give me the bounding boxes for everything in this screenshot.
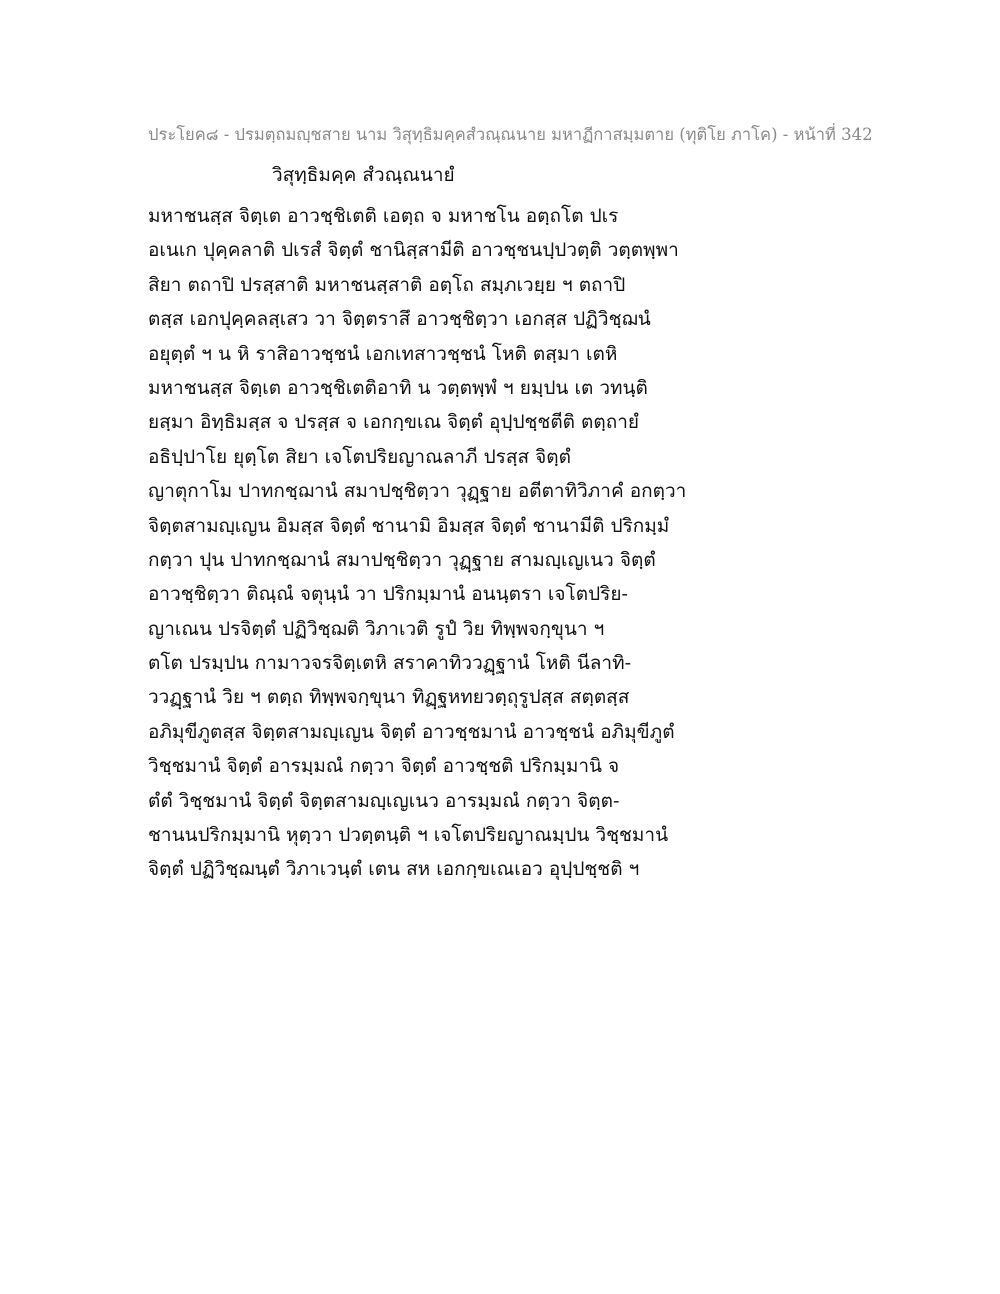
running-header: ประโยค๘ - ปรมตฺถมญฺชสาย นาม วิสุทฺธิมคฺคสํวณฺณนาย มหาฏีกาสมฺมตาย (ทุติโย ภาโค) - หน้าที่ 342	[148, 125, 873, 144]
body-line: ตสฺส เอกปุคฺคลสฺเสว วา จิตฺตราสึ อาวชฺชิตฺวา เอกสฺส ปฏิวิชฺฌนํ	[148, 308, 651, 331]
section-title: วิสุทฺธิมคฺค สํวณฺณนายํ	[272, 164, 455, 186]
body-line: จิตฺตํ ปฏิวิชฺฌนฺตํ วิภาเวนฺตํ เตน สห เอกกฺขเณเอว อุปฺปชฺชติ ฯ	[148, 858, 640, 881]
body-line: สิยา ตถาปิ ปรสฺสาติ มหาชนสฺสาติ อตฺโถ สมฺภเวยฺย ฯ ตถาปิ	[148, 273, 626, 296]
body-line: อธิปฺปาโย ยุตฺโต สิยา เจโตปริยญาณลาภี ปรสฺส จิตฺตํ	[148, 445, 571, 468]
body-line: อยุตฺตํ ฯ น หิ ราสิอาวชฺชนํ เอกเทสาวชฺชนํ โหติ ตสฺมา เตหิ	[148, 342, 618, 365]
body-line: อาวชฺชิตฺวา ติณฺณํ จตุนฺนํ วา ปริกมฺมานํ อนนฺตรา เจโตปริย-	[148, 583, 628, 606]
body-line: มหาชนสฺส จิตฺเต อาวชฺชิเตติ เอตฺถ จ มหาชโน อตฺถโต ปเร	[148, 205, 619, 227]
body-line: มหาชนสฺส จิตฺเต อาวชฺชิเตติอาทิ น วตฺตพฺพํ ฯ ยมฺปน เต วทนฺติ	[148, 376, 648, 399]
body-line: ตํตํ วิชฺชมานํ จิตฺตํ จิตฺตสามญฺเญเนว อารมฺมณํ กตฺวา จิตฺต-	[148, 789, 620, 812]
body-line: วิชฺชมานํ จิตฺตํ อารมฺมณํ กตฺวา จิตฺตํ อาวชฺชติ ปริกมฺมานิ จ	[148, 755, 620, 778]
body-line: อเนเก ปุคฺคลาติ ปเรสํ จิตฺตํ ชานิสฺสามีติ อาวชฺชนปฺปวตฺติ วตฺตพฺพา	[148, 239, 679, 262]
body-line: ววฏฺฐานํ วิย ฯ ตตฺถ ทิพฺพจกฺขุนา ทิฏฺฐหทยวตฺถุรูปสฺส สตฺตสฺส	[148, 686, 630, 709]
body-line: ญาตุกาโม ปาทกชฺฌานํ สมาปชฺชิตฺวา วุฏฺฐาย อตีตาทิวิภาคํ อกตฺวา	[148, 480, 687, 503]
body-line: ตโต ปรมฺปน กามาวจรจิตฺเตหิ สราคาทิววฏฺฐานํ โหติ นีลาทิ-	[148, 652, 632, 675]
body-line: ญาเณน ปรจิตฺตํ ปฏิวิชฺฌติ วิภาเวติ รูปํ วิย ทิพฺพจกฺขุนา ฯ	[148, 617, 605, 640]
body-line: จิตฺตสามญฺเญน อิมสฺส จิตฺตํ ชานามิ อิมสฺส จิตฺตํ ชานามีติ ปริกมฺมํ	[148, 514, 670, 537]
body-line: ชานนปริกมฺมานิ หุตฺวา ปวตฺตนฺติ ฯ เจโตปริยญาณมฺปน วิชฺชมานํ	[148, 824, 669, 847]
body-line: อภิมุขีภูตสฺส จิตฺตสามญฺเญน จิตฺตํ อาวชฺชมานํ อาวชฺชนํ อภิมุขีภูตํ	[148, 720, 675, 743]
body-line: ยสฺมา อิทฺธิมสฺส จ ปรสฺส จ เอกกฺขเณ จิตฺตํ อุปฺปชฺชตีติ ตตฺถายํ	[148, 411, 640, 434]
body-line: กตฺวา ปุน ปาทกชฺฌานํ สมาปชฺชิตฺวา วุฏฺฐาย สามญฺเญเนว จิตฺตํ	[148, 548, 656, 571]
body-text	[148, 201, 768, 889]
